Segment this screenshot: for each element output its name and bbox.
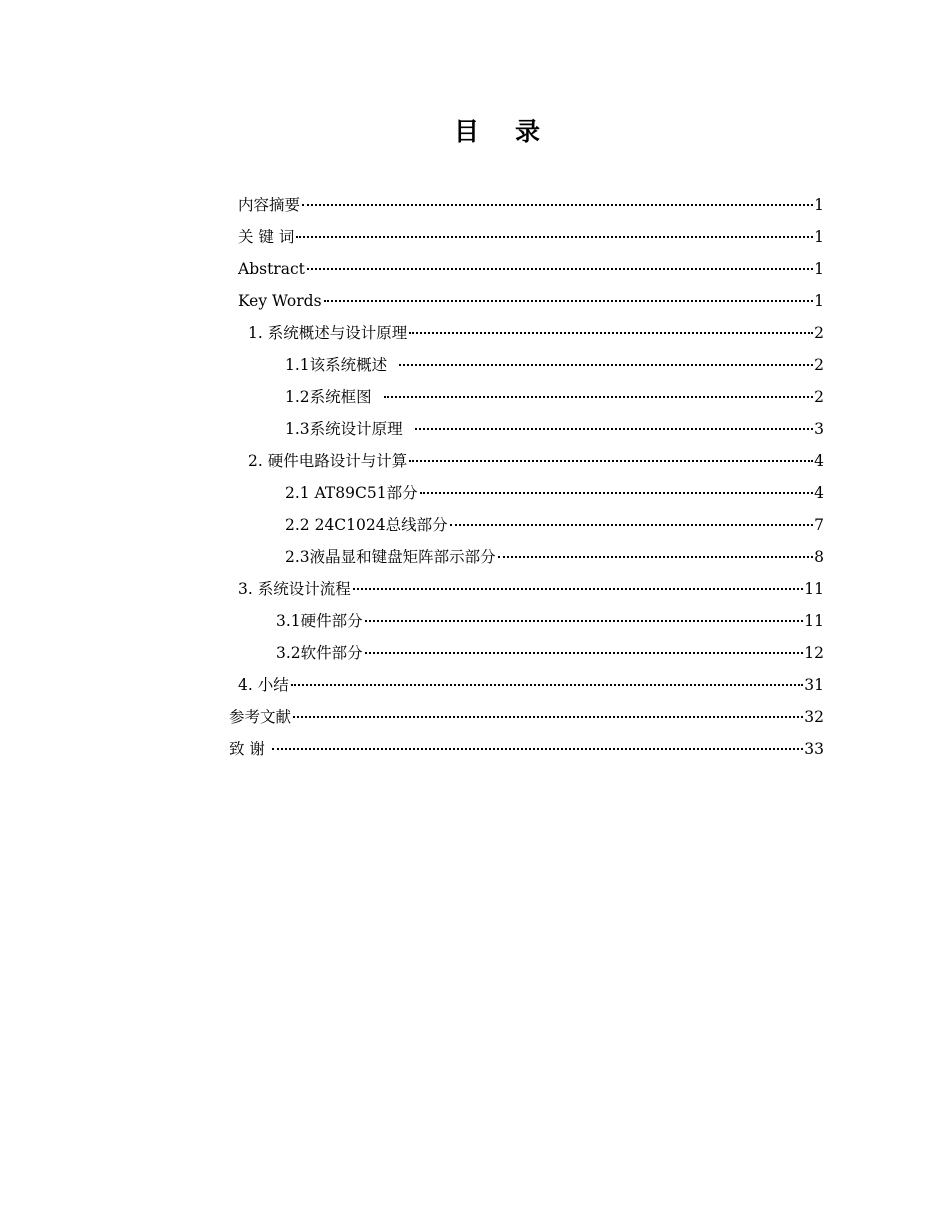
toc-entry-section-3-2[interactable] xyxy=(276,637,824,669)
toc-entry-page: 2 xyxy=(814,388,824,406)
toc-entry-label: 1. 系统概述与设计原理 xyxy=(248,324,408,342)
toc-entry-label: 3.2软件部分 xyxy=(276,644,363,662)
toc-leader-dots xyxy=(399,349,813,381)
toc-entry-chapter-4[interactable] xyxy=(238,669,824,701)
toc-entry-label: 3.1硬件部分 xyxy=(276,612,363,630)
toc-leader-dots xyxy=(409,445,813,477)
toc-entry-label: 关 键 词 xyxy=(238,228,295,246)
toc-entry-page: 1 xyxy=(814,260,824,278)
toc-entry-chapter-2[interactable] xyxy=(248,445,824,477)
toc-leader-dots xyxy=(450,509,814,541)
toc-leader-dots xyxy=(296,221,813,253)
toc-entry-page: 32 xyxy=(804,708,824,726)
toc-entry-label: 1.3系统设计原理 xyxy=(285,420,413,438)
toc-entry-label: 4. 小结 xyxy=(238,676,289,694)
toc-leader-dots xyxy=(365,605,804,637)
toc-entry-section-1-3[interactable] xyxy=(285,413,824,445)
toc-entry-page: 11 xyxy=(804,580,824,598)
toc-entry-section-1-1[interactable] xyxy=(285,349,824,381)
toc-leader-dots xyxy=(307,253,813,285)
toc-list xyxy=(0,189,950,765)
toc-entry-label: 2.3液晶显和键盘矩阵部示部分 xyxy=(285,548,496,566)
toc-entry-chapter-3[interactable] xyxy=(238,573,824,605)
toc-entry-section-2-1[interactable] xyxy=(285,477,824,509)
toc-leader-dots xyxy=(420,477,814,509)
toc-leader-dots xyxy=(384,381,814,413)
toc-entry-label: 2. 硬件电路设计与计算 xyxy=(248,452,408,470)
toc-entry-section-2-3[interactable] xyxy=(285,541,824,573)
toc-entry-page: 2 xyxy=(814,324,824,342)
toc-entry-page: 4 xyxy=(814,484,824,502)
toc-entry-label: 3. 系统设计流程 xyxy=(238,580,351,598)
toc-leader-dots xyxy=(365,637,804,669)
toc-entry-page: 2 xyxy=(814,356,824,374)
toc-entry-references[interactable] xyxy=(229,701,824,733)
toc-entry-label: 致 谢 xyxy=(229,740,270,758)
toc-entry-label: 2.1 AT89C51部分 xyxy=(285,484,418,502)
toc-entry-abstract-en[interactable] xyxy=(238,253,824,285)
toc-entry-label: 1.1该系统概述 xyxy=(285,356,398,374)
toc-entry-page: 31 xyxy=(804,676,824,694)
toc-entry-page: 3 xyxy=(814,420,824,438)
toc-leader-dots xyxy=(324,285,814,317)
toc-entry-section-1-2[interactable] xyxy=(285,381,824,413)
toc-leader-dots xyxy=(291,669,804,701)
toc-entry-page: 8 xyxy=(814,548,824,566)
toc-entry-page: 11 xyxy=(804,612,824,630)
toc-entry-section-3-1[interactable] xyxy=(276,605,824,637)
toc-entry-keywords-en[interactable] xyxy=(238,285,824,317)
toc-entry-page: 33 xyxy=(804,740,824,758)
toc-entry-label: 内容摘要 xyxy=(238,196,301,214)
toc-entry-label: 参考文献 xyxy=(229,708,292,726)
toc-leader-dots xyxy=(293,701,803,733)
toc-leader-dots xyxy=(409,317,813,349)
toc-title-char-2: 录 xyxy=(515,117,543,146)
toc-leader-dots xyxy=(302,189,813,221)
toc-entry-page: 1 xyxy=(814,228,824,246)
toc-leader-dots xyxy=(272,733,803,765)
toc-leader-dots xyxy=(415,413,814,445)
toc-entry-acknowledgements[interactable] xyxy=(229,733,824,765)
toc-entry-abstract-cn[interactable] xyxy=(238,189,824,221)
toc-entry-keywords-cn[interactable] xyxy=(238,221,824,253)
toc-entry-section-2-2[interactable] xyxy=(285,509,824,541)
toc-entry-page: 4 xyxy=(814,452,824,470)
toc-entry-label: Key Words xyxy=(238,292,322,310)
toc-entry-label: Abstract xyxy=(238,260,305,278)
toc-entry-label: 2.2 24C1024总线部分 xyxy=(285,516,448,534)
toc-entry-page: 12 xyxy=(804,644,824,662)
toc-entry-label: 1.2系统框图 xyxy=(285,388,382,406)
toc-title xyxy=(0,112,950,148)
toc-leader-dots xyxy=(498,541,813,573)
toc-title-char-1: 目 xyxy=(453,117,481,146)
toc-entry-chapter-1[interactable] xyxy=(248,317,824,349)
toc-entry-page: 7 xyxy=(814,516,824,534)
toc-entry-page: 1 xyxy=(814,292,824,310)
toc-entry-page: 1 xyxy=(814,196,824,214)
toc-leader-dots xyxy=(353,573,804,605)
